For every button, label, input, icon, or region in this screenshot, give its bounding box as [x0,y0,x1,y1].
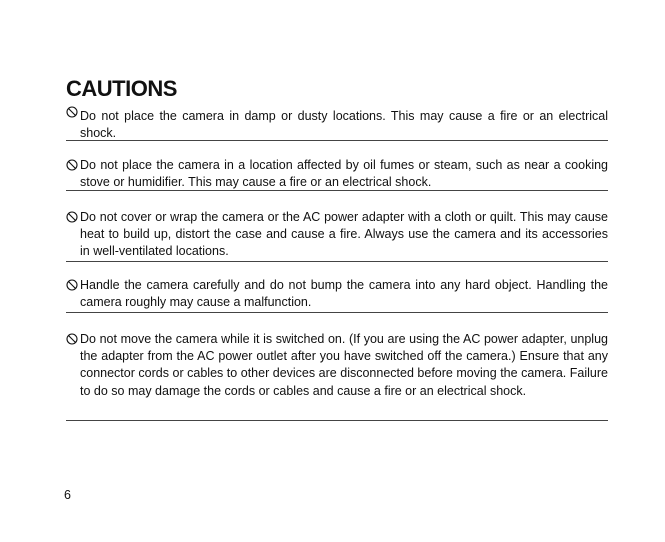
caution-text: Handle the camera carefully and do not bump the camera into any hard object. Handling the camera roughly may cause a malfunction. [80,278,608,310]
prohibition-icon [66,159,78,171]
page-number: 6 [64,488,71,502]
caution-text: Do not place the camera in damp or dusty locations. This may cause a fire or an electrical shock. [80,109,608,141]
prohibition-icon [66,279,78,291]
caution-item-handle-carefully [66,262,608,313]
caution-item-oil-steam [66,141,608,191]
caution-text: Do not cover or wrap the camera or the AC power adapter with a cloth or quilt. This may cause heat to build up, distort the case and cause a fire. Always use the camera and its accessories in well-ventilated locations. [80,210,608,259]
caution-list [66,104,608,421]
caution-item-damp-dusty [66,104,608,141]
page-title: CAUTIONS [66,76,177,101]
prohibition-icon [66,211,78,223]
caution-item-move-switched-on [66,313,608,421]
caution-text: Do not place the camera in a location affected by oil fumes or steam, such as near a cooking stove or humidifier. This may cause a fire or an electrical shock. [80,158,608,190]
caution-item-cover-wrap [66,191,608,262]
prohibition-icon [66,333,78,345]
caution-text: Do not move the camera while it is switched on. (If you are using the AC power adapter, unplug the adapter from the AC power outlet after you have switched off the camera.) Ensure that any connector cords or cables to other devices are disconnected before moving the camera. Failure to do so may damage the cords or cables and cause a fire or an electrical shock. [80,332,608,398]
prohibition-icon [66,106,78,118]
